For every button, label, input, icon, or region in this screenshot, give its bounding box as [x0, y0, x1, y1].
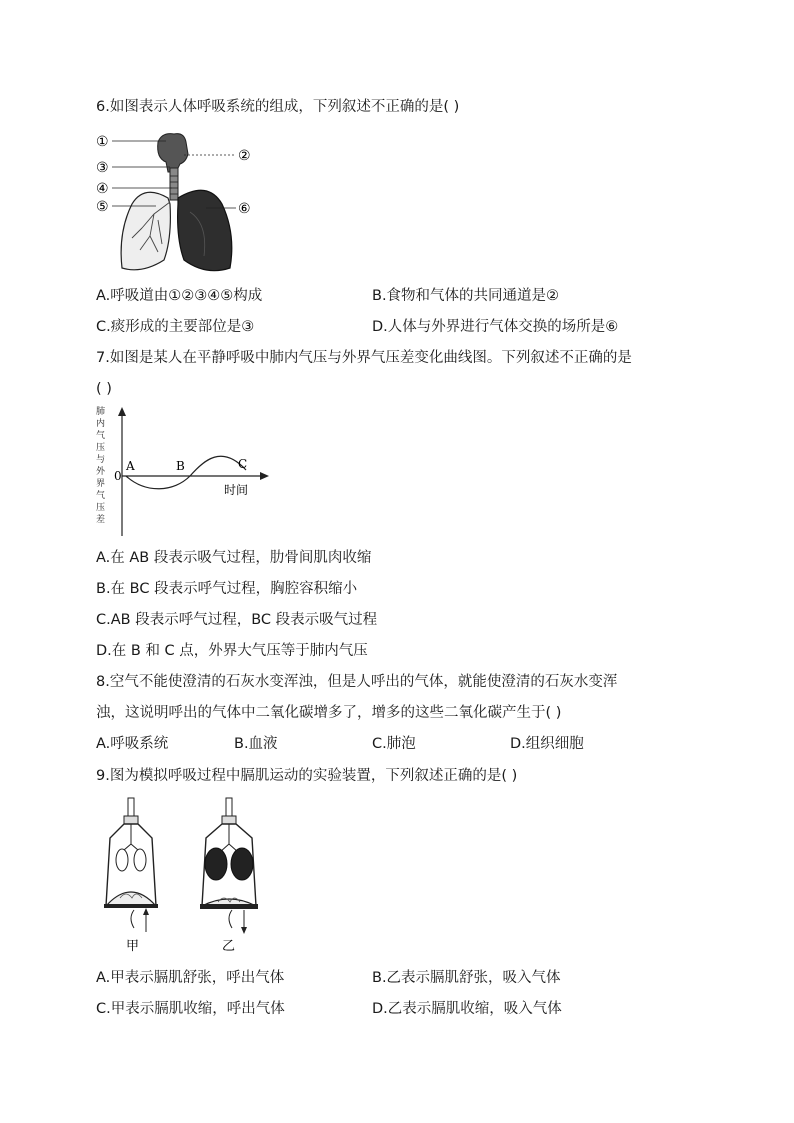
q9-option-c[interactable]: C.甲表示膈肌收缩，呼出气体: [96, 1001, 285, 1017]
q9-option-d[interactable]: D.乙表示膈肌收缩，吸入气体: [372, 1001, 562, 1017]
jar-label-jia: 甲: [126, 939, 140, 954]
respiratory-system-diagram: [96, 128, 266, 276]
q7-option-c[interactable]: C.AB 段表示呼气过程，BC 段表示吸气过程: [96, 612, 378, 628]
diagram-label-5: ⑤: [96, 199, 109, 215]
chart-ylabel-char: 气: [96, 431, 106, 441]
chart-origin-label: 0: [114, 469, 122, 483]
q6-option-a[interactable]: A.呼吸道由①②③④⑤构成: [96, 288, 263, 304]
diagram-label-1: ①: [96, 134, 109, 150]
q8-stem-line1: 8.空气不能使澄清的石灰水变浑浊，但是人呼出的气体，就能使澄清的石灰水变浑: [96, 674, 618, 690]
chart-point-b-label: B: [176, 459, 185, 473]
q8-option-b[interactable]: B.血液: [234, 736, 278, 752]
chart-ylabel-char: 压: [96, 443, 106, 453]
q9-stem: 9.图为模拟呼吸过程中膈肌运动的实验装置，下列叙述正确的是( ): [96, 768, 518, 784]
q7-stem-line1: 7.如图是某人在平静呼吸中肺内气压与外界气压差变化曲线图。下列叙述不正确的是: [96, 350, 632, 366]
q8-option-d[interactable]: D.组织细胞: [510, 736, 584, 752]
q6-option-b[interactable]: B.食物和气体的共同通道是②: [372, 288, 560, 304]
diaphragm-model-diagram: [98, 794, 278, 954]
q9-option-a[interactable]: A.甲表示膈肌舒张，呼出气体: [96, 970, 285, 986]
diagram-label-2: ②: [238, 148, 251, 164]
chart-ylabel-char: 内: [96, 419, 106, 429]
bell-jar-yi: [200, 798, 258, 934]
chart-ylabel-char: 外: [96, 467, 106, 477]
chart-ylabel-char: 与: [96, 455, 106, 465]
q8-option-c[interactable]: C.肺泡: [372, 736, 416, 752]
chart-ylabel-char: 肺: [96, 407, 106, 417]
chart-ylabel-char: 压: [96, 503, 106, 513]
diagram-label-4: ④: [96, 181, 109, 197]
q6-option-c[interactable]: C.痰形成的主要部位是③: [96, 319, 255, 335]
bell-jar-jia: [104, 798, 158, 932]
chart-x-label: 时间: [224, 483, 249, 497]
chart-ylabel-char: 界: [96, 479, 106, 489]
chart-point-c-label: C: [238, 457, 248, 471]
diagram-label-6: ⑥: [238, 201, 251, 217]
q7-option-d[interactable]: D.在 B 和 C 点，外界大气压等于肺内气压: [96, 643, 368, 659]
q9-option-b[interactable]: B.乙表示膈肌舒张，吸入气体: [372, 970, 561, 986]
q7-stem-line2: ( ): [96, 381, 112, 397]
q8-stem-line2: 浊，这说明呼出的气体中二氧化碳增多了，增多的这些二氧化碳产生于( ): [96, 705, 562, 721]
q6-stem: 6.如图表示人体呼吸系统的组成，下列叙述不正确的是( ): [96, 99, 460, 115]
q7-option-a[interactable]: A.在 AB 段表示吸气过程，肋骨间肌肉收缩: [96, 550, 372, 566]
pressure-difference-chart: [94, 404, 274, 540]
q6-option-d[interactable]: D.人体与外界进行气体交换的场所是⑥: [372, 319, 619, 335]
chart-point-a-label: A: [126, 459, 135, 473]
q8-option-a[interactable]: A.呼吸系统: [96, 736, 169, 752]
diagram-label-3: ③: [96, 160, 109, 176]
chart-ylabel-char: 气: [96, 491, 106, 501]
jar-label-yi: 乙: [222, 939, 236, 954]
chart-ylabel-char: 差: [96, 515, 106, 525]
q7-option-b[interactable]: B.在 BC 段表示呼气过程，胸腔容积缩小: [96, 581, 358, 597]
